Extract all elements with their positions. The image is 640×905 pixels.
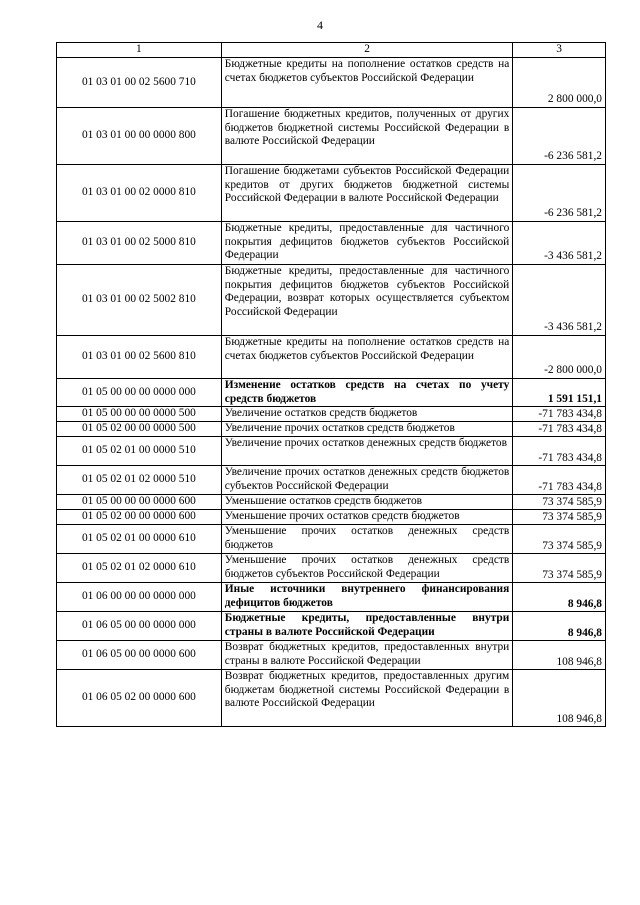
row-description: Увеличение остатков средств бюджетов [221, 407, 512, 422]
row-amount: -6 236 581,2 [513, 165, 606, 222]
row-amount: 73 374 585,9 [513, 554, 606, 583]
table-row [57, 407, 606, 422]
row-description: Погашение бюджетных кредитов, полученных от других бюджетов бюджетной системы Российской Федерации в валюте Российской Федерации [221, 108, 512, 165]
row-amount: 8 946,8 [513, 583, 606, 612]
table-row [57, 265, 606, 336]
row-amount: -71 783 434,8 [513, 437, 606, 466]
row-description: Уменьшение остатков средств бюджетов [221, 495, 512, 510]
table-row [57, 554, 606, 583]
row-code: 01 05 02 01 02 0000 510 [57, 466, 222, 495]
row-amount: 108 946,8 [513, 670, 606, 727]
row-description: Уменьшение прочих остатков денежных средств бюджетов [221, 525, 512, 554]
table-row [57, 222, 606, 265]
row-description: Изменение остатков средств на счетах по учету средств бюджетов [221, 379, 512, 407]
row-description: Бюджетные кредиты, предоставленные внутри страны в валюте Российской Федерации [221, 612, 512, 641]
row-description: Увеличение прочих остатков денежных средств бюджетов субъектов Российской Федерации [221, 466, 512, 495]
table-row [57, 670, 606, 727]
table-row [57, 422, 606, 437]
table-row [57, 510, 606, 525]
table-header-row [57, 43, 606, 58]
row-code: 01 05 00 00 00 0000 600 [57, 495, 222, 510]
row-description: Уменьшение прочих остатков денежных средств бюджетов субъектов Российской Федерации [221, 554, 512, 583]
row-code: 01 05 02 00 00 0000 500 [57, 422, 222, 437]
row-code: 01 03 01 00 02 5600 810 [57, 336, 222, 379]
row-description: Бюджетные кредиты, предоставленные для частичного покрытия дефицитов бюджетов субъектов Российской Федерации [221, 222, 512, 265]
row-description: Иные источники внутреннего финансирования дефицитов бюджетов [221, 583, 512, 612]
row-amount: 73 374 585,9 [513, 525, 606, 554]
table-row [57, 108, 606, 165]
row-description: Увеличение прочих остатков денежных средств бюджетов [221, 437, 512, 466]
row-code: 01 05 02 01 00 0000 610 [57, 525, 222, 554]
table-body [57, 43, 606, 727]
row-description: Бюджетные кредиты, предоставленные для частичного покрытия дефицитов бюджетов субъектов Российской Федерации, возврат которых осуществляется субъектом Российской Федерации [221, 265, 512, 336]
row-code: 01 05 00 00 00 0000 500 [57, 407, 222, 422]
table-row [57, 165, 606, 222]
row-code: 01 03 01 00 02 0000 810 [57, 165, 222, 222]
table-row [57, 612, 606, 641]
row-code: 01 05 02 01 02 0000 610 [57, 554, 222, 583]
row-amount: 108 946,8 [513, 641, 606, 670]
row-amount: 73 374 585,9 [513, 495, 606, 510]
row-amount: 73 374 585,9 [513, 510, 606, 525]
row-code: 01 06 00 00 00 0000 000 [57, 583, 222, 612]
column-1-header: 1 [57, 43, 222, 58]
row-amount: -71 783 434,8 [513, 422, 606, 437]
row-code: 01 03 01 00 02 5600 710 [57, 58, 222, 108]
row-code: 01 06 05 00 00 0000 600 [57, 641, 222, 670]
table-row [57, 641, 606, 670]
table-row [57, 583, 606, 612]
row-amount: -3 436 581,2 [513, 222, 606, 265]
column-3-header: 3 [513, 43, 606, 58]
row-code: 01 05 02 00 00 0000 600 [57, 510, 222, 525]
table-row [57, 495, 606, 510]
row-description: Увеличение прочих остатков средств бюджетов [221, 422, 512, 437]
row-code: 01 03 01 00 00 0000 800 [57, 108, 222, 165]
row-code: 01 03 01 00 02 5000 810 [57, 222, 222, 265]
row-description: Бюджетные кредиты на пополнение остатков средств на счетах бюджетов субъектов Российской Федерации [221, 58, 512, 108]
row-amount: -3 436 581,2 [513, 265, 606, 336]
row-code: 01 05 00 00 00 0000 000 [57, 379, 222, 407]
row-amount: -71 783 434,8 [513, 407, 606, 422]
row-description: Уменьшение прочих остатков средств бюджетов [221, 510, 512, 525]
row-code: 01 05 02 01 00 0000 510 [57, 437, 222, 466]
row-amount: 2 800 000,0 [513, 58, 606, 108]
table-row [57, 58, 606, 108]
budget-sources-table [56, 42, 606, 727]
table-row [57, 525, 606, 554]
row-amount: 1 591 151,1 [513, 379, 606, 407]
column-2-header: 2 [221, 43, 512, 58]
row-code: 01 06 05 02 00 0000 600 [57, 670, 222, 727]
row-description: Погашение бюджетами субъектов Российской Федерации кредитов от других бюджетов бюджетной системы Российской Федерации в валюте Российской Федерации [221, 165, 512, 222]
row-description: Возврат бюджетных кредитов, предоставленных внутри страны в валюте Российской Федерации [221, 641, 512, 670]
table-row [57, 336, 606, 379]
page-number: 4 [317, 18, 323, 32]
table-row [57, 466, 606, 495]
table-row [57, 437, 606, 466]
row-description: Бюджетные кредиты на пополнение остатков средств на счетах бюджетов субъектов Российской Федерации [221, 336, 512, 379]
row-amount: 8 946,8 [513, 612, 606, 641]
row-code: 01 06 05 00 00 0000 000 [57, 612, 222, 641]
row-amount: -6 236 581,2 [513, 108, 606, 165]
table-row [57, 379, 606, 407]
row-code: 01 03 01 00 02 5002 810 [57, 265, 222, 336]
row-amount: -2 800 000,0 [513, 336, 606, 379]
row-amount: -71 783 434,8 [513, 466, 606, 495]
row-description: Возврат бюджетных кредитов, предоставленных другим бюджетам бюджетной системы Российской Федерации в валюте Российской Федерации [221, 670, 512, 727]
